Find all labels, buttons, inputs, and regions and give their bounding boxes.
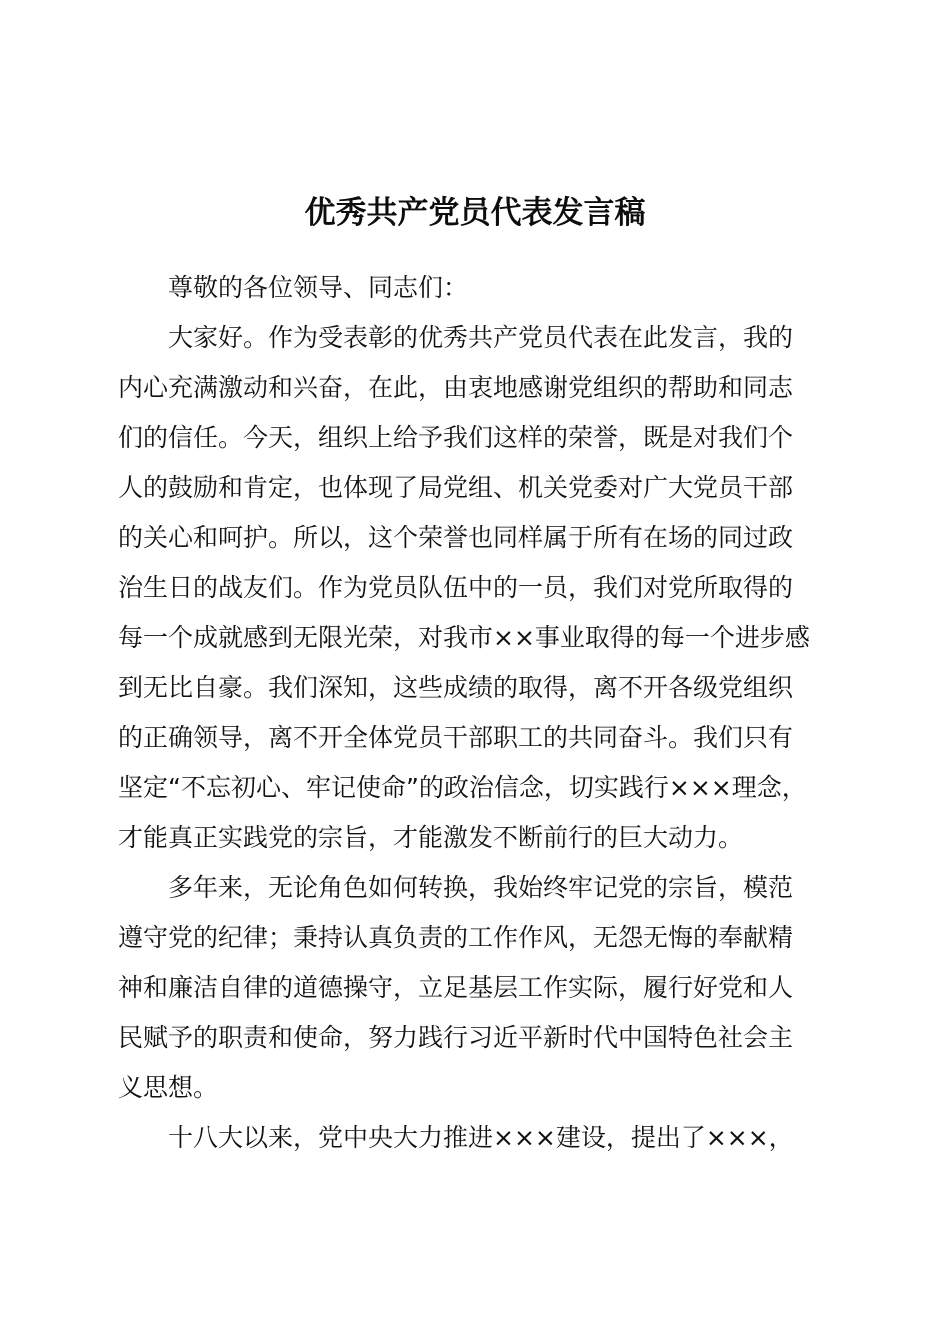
paragraph-2-line-2: 遵守党的纪律；秉持认真负责的工作作风，无怨无悔的奉献精 — [118, 923, 794, 952]
paragraph-1-line-2: 内心充满激动和兴奋，在此，由衷地感谢党组织的帮助和同志 — [118, 373, 794, 402]
paragraph-2-line-1: 多年来，无论角色如何转换，我始终牢记党的宗旨，模范 — [168, 873, 794, 902]
paragraph-1-line-10: 坚定“不忘初心、牢记使命”的政治信念，切实践行×××理念， — [118, 773, 807, 802]
paragraph-1-line-6: 治生日的战友们。作为党员队伍中的一员，我们对党所取得的 — [118, 573, 794, 602]
document-title: 优秀共产党员代表发言稿 — [304, 195, 646, 231]
paragraph-1-line-3: 们的信任。今天，组织上给予我们这样的荣誉，既是对我们个 — [118, 423, 794, 452]
paragraph-3-line-1: 十八大以来，党中央大力推进×××建设，提出了×××， — [168, 1123, 794, 1152]
paragraph-1-line-9: 的正确领导，离不开全体党员干部职工的共同奋斗。我们只有 — [118, 723, 794, 752]
paragraph-2-line-4: 民赋予的职责和使命，努力践行习近平新时代中国特色社会主 — [118, 1023, 794, 1052]
paragraph-1-line-1: 大家好。作为受表彰的优秀共产党员代表在此发言，我的 — [168, 323, 794, 352]
paragraph-1-line-5: 的关心和呵护。所以，这个荣誉也同样属于所有在场的同过政 — [118, 523, 794, 552]
paragraph-1-line-7: 每一个成就感到无限光荣，对我市××事业取得的每一个进步感 — [118, 623, 810, 652]
paragraph-1-line-4: 人的鼓励和肯定，也体现了局党组、机关党委对广大党员干部 — [118, 473, 794, 502]
paragraph-2-line-3: 神和廉洁自律的道德操守，立足基层工作实际，履行好党和人 — [118, 973, 794, 1002]
paragraph-1-line-8: 到无比自豪。我们深知，这些成绩的取得，离不开各级党组织 — [118, 673, 794, 702]
salutation-line: 尊敬的各位领导、同志们： — [168, 273, 469, 302]
paragraph-1-line-11: 才能真正实践党的宗旨，才能激发不断前行的巨大动力。 — [118, 823, 744, 852]
paragraph-2-line-5: 义思想。 — [118, 1073, 219, 1102]
